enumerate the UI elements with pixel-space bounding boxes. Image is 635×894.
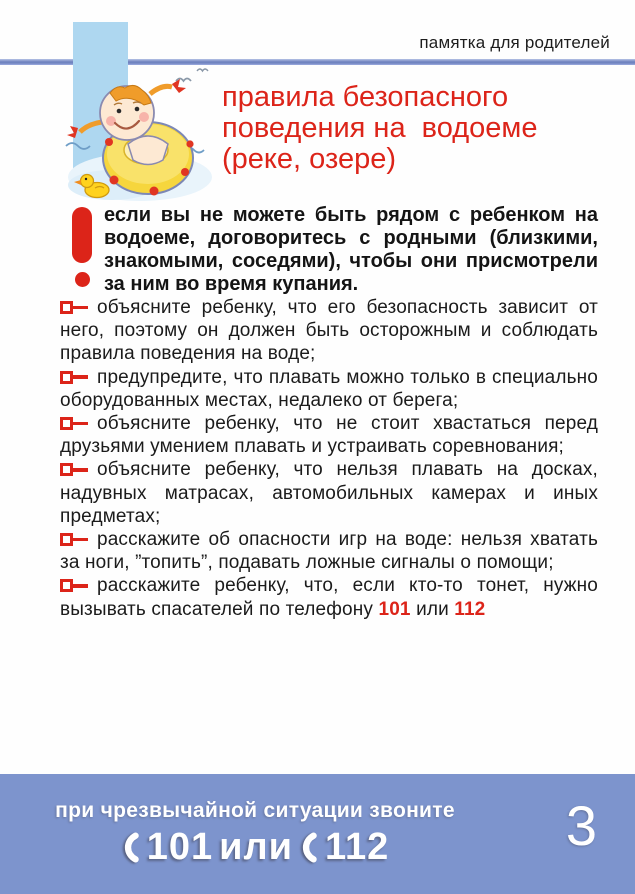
baby-swim-ring-illustration [64, 64, 222, 211]
header-label: памятка для родителей [419, 33, 610, 52]
list-bullet-icon [60, 579, 88, 592]
baby-torso [128, 136, 168, 165]
list-item-text: объясните ребенку, что его безопасность зависит от него, поэтому он должен быть осторожным и соблюдать правила поведения на воде; [60, 297, 598, 365]
footer-call-label: при чрезвычайной ситуации звоните [55, 799, 455, 822]
list-bullet-icon [60, 533, 88, 546]
page-title [222, 82, 538, 175]
emergency-number-112: 112 [454, 598, 486, 620]
baby-cheek [106, 116, 116, 126]
exclamation-icon [72, 204, 93, 296]
title-line-1: правила безопасного [222, 81, 509, 113]
list-bullet-icon [60, 417, 88, 430]
list-item [60, 366, 598, 412]
baby-swim-ring-svg [64, 64, 222, 206]
important-notice [72, 204, 598, 296]
list-item [60, 296, 598, 366]
list-item-text: предупредите, что плавать можно только в специально оборудованных местах, недалеко от берега; [60, 366, 598, 411]
list-item-text: объясните ребенку, что не стоит хвастаться перед друзьями умением плавать и устраивать соревнования; [60, 413, 598, 458]
rules-list [60, 296, 598, 621]
exclamation-dot [75, 272, 90, 287]
baby-cheek [139, 112, 149, 122]
phone-handset-icon [299, 831, 319, 864]
footer-number-101: 101 [146, 826, 214, 868]
seagull-icon [197, 69, 208, 71]
baby-eye [135, 107, 140, 112]
page-number: 3 [565, 794, 597, 857]
list-item-connector: или [410, 598, 455, 620]
list-item-text: расскажите об опасности игр на воде: нельзя хватать за ноги, ”топить”, подавать ложные сигналы о помощи; [60, 529, 598, 574]
footer-connector: или [219, 826, 293, 868]
list-bullet-icon [60, 463, 88, 476]
footer-numbers [0, 826, 510, 869]
title-line-3: (реке, озере) [222, 143, 396, 175]
pigtail-left [67, 122, 102, 138]
pigtail-right [150, 79, 186, 94]
list-bullet-icon [60, 371, 88, 384]
list-item [60, 574, 598, 620]
list-item [60, 458, 598, 528]
emergency-number-101: 101 [378, 598, 411, 620]
footer-text [0, 799, 510, 869]
footer-banner [0, 774, 635, 894]
footer-number-112: 112 [324, 826, 390, 868]
list-item [60, 412, 598, 458]
baby-eye [117, 109, 122, 114]
list-item-text: объясните ребенку, что нельзя плавать на досках, надувных матрасах, автомобильных камерах и иных предметах; [60, 459, 598, 527]
notice-text: если вы не можете быть рядом с ребенком на водоеме, договоритесь с родными (близкими, знакомыми, соседями), чтобы они присмотрели за ним во время купания. [104, 204, 598, 295]
exclamation-bar [72, 207, 92, 263]
list-item [60, 528, 598, 574]
title-line-2: поведения на водоеме [222, 112, 538, 144]
list-bullet-icon [60, 301, 88, 314]
phone-handset-icon [121, 831, 141, 864]
wave-line [66, 143, 90, 149]
list-item-text: расскажите ребенку, что, если кто-то тонет, нужно вызывать спасателей по телефону [60, 575, 598, 620]
